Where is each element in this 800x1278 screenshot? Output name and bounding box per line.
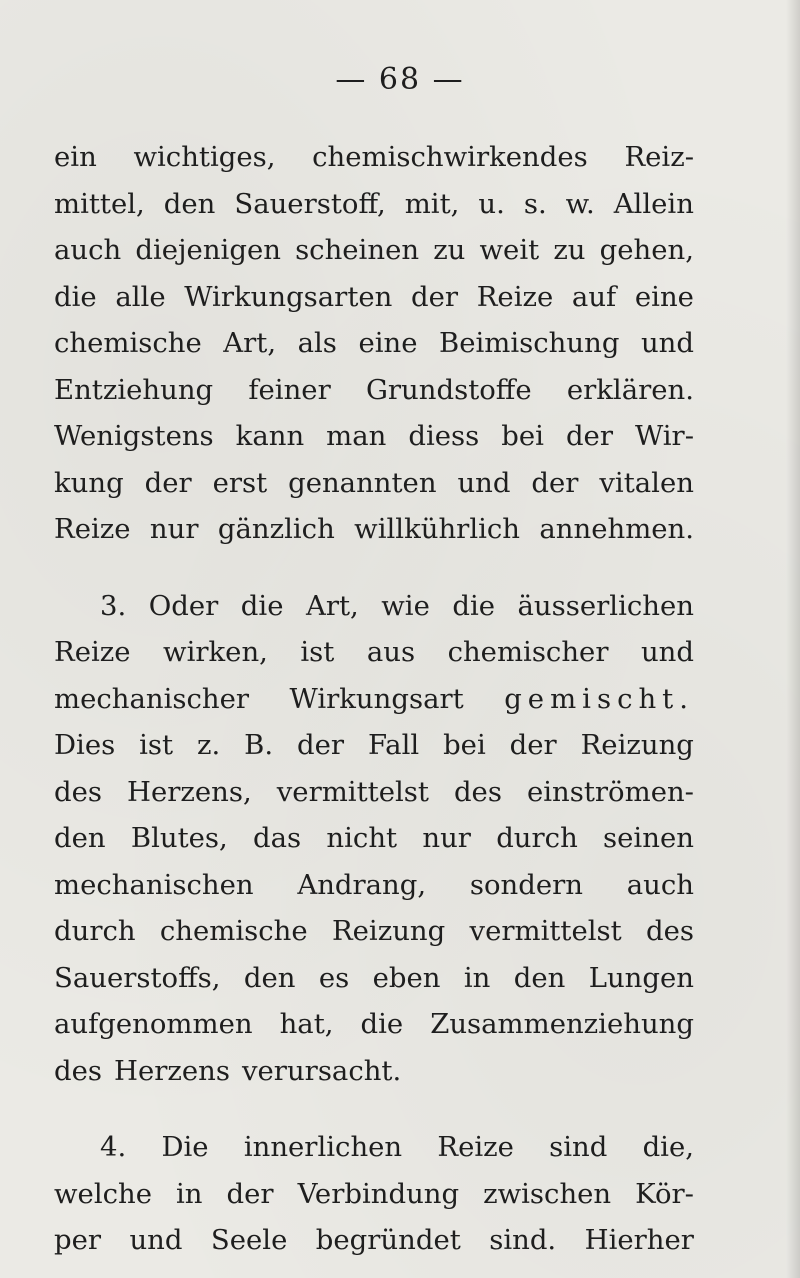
text-line [54,367,694,414]
word: welche [54,1177,152,1210]
word: den [163,187,216,220]
word: mechanischer [54,682,250,715]
page-number: — 68 — [335,62,465,97]
word: gänzlich [217,513,335,545]
word: die, [642,1131,694,1163]
word: s. [523,187,547,220]
text-line [54,181,694,228]
word: Allein [613,187,694,220]
word: Hierher [584,1224,694,1256]
word: Art, [223,327,277,359]
word: Wenigstens [54,420,214,452]
word: die [452,589,496,622]
word: Reize [54,636,131,668]
word: scheinen [295,234,420,266]
word: bei [443,729,486,761]
word: seinen [603,822,694,854]
word: und [640,327,694,359]
word: als [297,327,337,359]
text-line [54,1124,694,1171]
text-line [54,955,694,1002]
word: Sauerstoff, [234,187,386,220]
word: per [54,1224,102,1256]
word: Beimischung [439,327,620,359]
word: ist [139,729,174,761]
word: nur [422,822,471,854]
word: B. [244,729,274,761]
text-line [54,1001,694,1048]
text-line [54,862,694,909]
word: Sauerstoffs, [54,961,221,994]
word: sondern [469,868,583,901]
text-line [54,460,694,507]
word: 3. [100,589,127,622]
word: einströmen- [526,775,694,808]
word: Zusammenziehung [430,1008,694,1040]
word: annehmen. [539,513,694,545]
word: nicht [326,822,398,854]
word: der [531,466,579,499]
word: Kör- [635,1177,694,1210]
word: die [240,589,284,622]
text-line [54,815,694,862]
text-line [54,274,694,321]
word: innerlichen [243,1131,403,1163]
text-line [54,320,694,367]
word: ein [54,141,97,173]
word: des [54,1054,102,1087]
word: und [129,1224,183,1256]
word: auf [571,280,617,313]
word: vermittelst [276,775,429,808]
word: Verbindung [297,1177,460,1210]
word: der [297,729,345,761]
word: Dies [54,729,116,761]
word: Reize [54,513,131,545]
word: kann [235,420,305,452]
page-edge-shadow [786,0,800,1278]
word: hat, [279,1008,334,1040]
word: des [453,775,502,808]
text-line [54,506,694,553]
text-line [54,908,694,955]
word: zu [433,234,466,266]
word: den [54,822,106,854]
word: eine [634,280,694,313]
word: durch [496,822,578,854]
word: Herzens, [127,775,252,808]
word: der [226,1177,274,1210]
word: chemische [54,327,202,359]
page-body [54,134,694,1264]
paragraph-1 [54,134,694,553]
word: und [457,466,511,499]
text-line [54,629,694,676]
word: Wir- [634,420,694,452]
word: Blutes, [130,822,228,854]
text-line [54,1217,694,1264]
word: Herzens [114,1054,230,1087]
paragraph-3 [54,1124,694,1264]
word: die [54,280,97,313]
word: aufgenommen [54,1008,253,1040]
word: äusserlichen [517,589,694,622]
word: vitalen [599,466,694,499]
word: aus [366,636,416,668]
word: in [463,961,491,994]
word: bei [501,420,544,452]
word: kung [54,466,124,499]
word: Wirkungsart [289,682,464,715]
word: diess [408,420,480,452]
word: Andrang, [297,868,427,901]
word: durch [54,915,136,947]
word: Reize [476,280,554,313]
word: weit [479,234,540,266]
word: Entziehung [54,373,214,406]
word: verursacht. [242,1054,402,1087]
text-line [54,1048,694,1095]
word: des [54,775,102,808]
word: gehen, [599,234,694,266]
word: Grundstoffe [365,373,532,406]
word: Die [161,1131,209,1163]
word: eben [372,961,441,994]
word: des [646,915,694,947]
word: wirken, [163,636,268,668]
word: der [565,420,613,452]
word: willkührlich [354,513,521,545]
word: wichtiges, [133,141,276,173]
word: w. [565,187,595,220]
word: 4. [100,1131,127,1163]
word: Reizung [580,729,694,761]
word: Lungen [588,961,694,994]
word: Wirkungsarten [184,280,393,313]
word: man [326,420,387,452]
word: und [640,636,694,668]
word: Reizung [331,915,446,947]
word: mechanischen [54,868,254,901]
word: genannten [288,466,437,499]
word: mittel, [54,187,145,220]
text-line [54,134,694,181]
word: vermittelst [469,915,622,947]
word: diejenigen [135,234,281,266]
word: sind [549,1131,608,1163]
word: Art, [305,589,359,622]
word: u. [478,187,505,220]
word: erst [212,466,268,499]
word: die [360,1008,404,1040]
text-line [54,1171,694,1218]
word: der [509,729,557,761]
text-line [54,413,694,460]
word: ist [300,636,335,668]
word: chemischer [447,636,609,668]
word: der [144,466,192,499]
text-line [54,722,694,769]
word: begründet [315,1224,461,1256]
word: wie [381,589,430,622]
word: Reiz- [624,141,694,173]
text-line [54,583,694,630]
word: Seele [210,1224,288,1256]
word: auch [626,868,694,901]
word: z. [197,729,221,761]
word: zu [553,234,586,266]
word: Reize [437,1131,514,1163]
word: mit, [404,187,460,220]
word: der [411,280,459,313]
word: es [318,961,350,994]
word: chemischwirkendes [312,141,588,173]
word: den [243,961,296,994]
paragraph-2 [54,583,694,1095]
text-line [54,676,694,723]
word: auch [54,234,122,266]
word: chemische [159,915,308,947]
text-line [54,769,694,816]
word: erklären. [566,373,694,406]
word: sind. [489,1224,557,1256]
word: Oder [148,589,219,622]
word: alle [115,280,166,313]
word: den [513,961,566,994]
word: Fall [367,729,420,761]
word: eine [358,327,418,359]
word: in [176,1177,203,1210]
word: gemischt. [504,682,694,715]
word: zwischen [483,1177,612,1210]
word: feiner [248,373,331,406]
word: nur [149,513,199,545]
word: das [253,822,302,854]
text-line [54,227,694,274]
